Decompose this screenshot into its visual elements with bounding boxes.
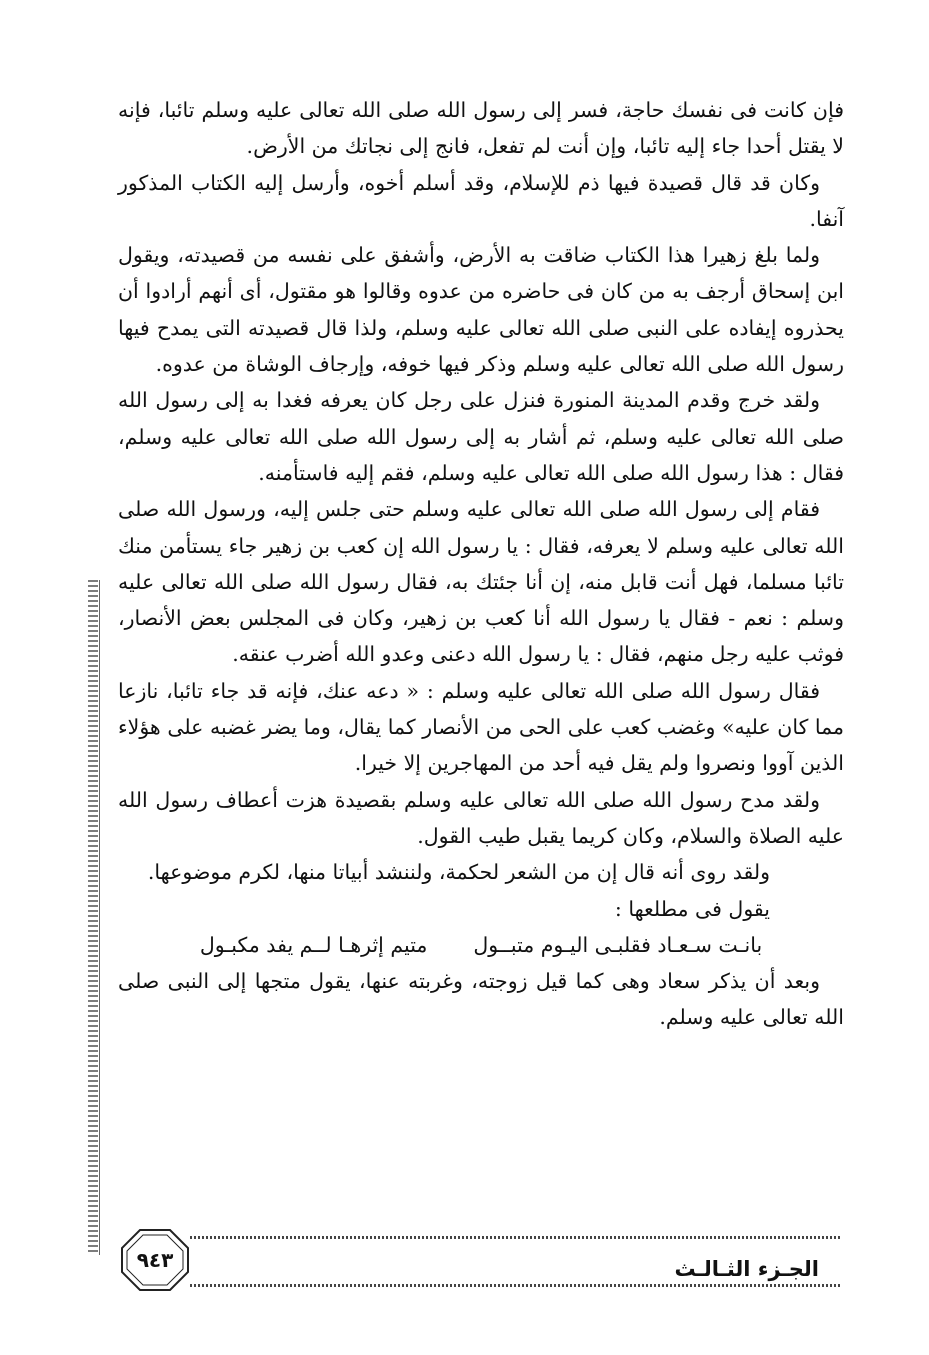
paragraph: ولقد روى أنه قال إن من الشعر لحكمة، ولننشد أبياتا منها، لكرم موضوعها. — [147, 860, 770, 885]
verse-second-hemistich: متيم إثرهـا لــم يفد مكبـول — [199, 932, 428, 957]
paragraph: ولما بلغ زهيرا هذا الكتاب ضاقت به الأرض، وأشفق على نفسه من قصيدته، ويقول ابن إسحاق أرجف به من كان فى حاضره من عدوه وقالوا هو مقتول، أى أنهم أرادوا أن يحذروه إيفاده على النبى صلى الله تعالى عليه وسلم، ولذا قال قصيدته التى يمدح فيها رسول الله صلى الله تعالى عليه وسلم وذكر فيها خوفه، وإرجاف الوشاة من عدوه. — [118, 243, 844, 377]
verse-first-hemistich: بانـت سـعـاد فقلبـى اليـوم متبــول — [473, 932, 763, 957]
paragraph: فإن كانت فى نفسك حاجة، فسر إلى رسول الله صلى الله تعالى عليه وسلم تائبا، فإنه لا يقتل أحدا جاء إليه تائبا، وإن أنت لم تفعل، فانج إلى نجاتك من الأرض. — [118, 98, 844, 159]
paragraph: فقال رسول الله صلى الله تعالى عليه وسلم : « دعه عنك، فإنه قد جاء تائبا، نازعا مما كان عليه» وغضب كعب على الحى من الأنصار كما يقال، وما يضر غضبه على هؤلاء الذين آووا ونصروا ولم يقل فيه أحد من المهاجرين إلا خيرا. — [118, 678, 844, 776]
footer-bottom-border — [190, 1284, 841, 1287]
decorative-side-border — [88, 580, 98, 1255]
footer-top-border — [190, 1236, 841, 1239]
paragraph: ولقد خرج وقدم المدينة المنورة فنزل على رجل كان يعرفه فغدا به إلى رسول الله صلى الله تعالى عليه وسلم، ثم أشار به إلى رسول الله صلى الله تعالى عليه وسلم، فقال : هذا رسول الله صلى الله تعالى عليه وسلم، فقم إليه فاستأمنه. — [118, 388, 844, 485]
page-number: ٩٤٣ — [136, 1248, 174, 1272]
paragraph: وكان قد قال قصيدة فيها ذم للإسلام، وقد أسلم أخوه، وأرسل إليه الكتاب المذكور آنفا. — [118, 170, 844, 231]
volume-label: الجـزء الثـالـث — [674, 1257, 819, 1281]
poem-verse — [118, 927, 844, 963]
decorative-side-rule — [99, 580, 100, 1255]
body-text — [118, 92, 844, 1036]
paragraph: ولقد مدح رسول الله صلى الله تعالى عليه وسلم بقصيدة هزت أعطاف رسول الله عليه الصلاة والسلام، وكان كريما يقبل طيب القول. — [118, 787, 844, 848]
page-number-badge — [118, 1226, 192, 1294]
closing-paragraph: وبعد أن يذكر سعاد وهى كما قيل زوجته، وغربته عنها، يقول متجها إلى النبى صلى الله تعالى عليه وسلم. — [118, 969, 844, 1030]
paragraph: فقام إلى رسول الله صلى الله تعالى عليه وسلم حتى جلس إليه، ورسول الله صلى الله تعالى عليه وسلم لا يعرفه، فقال : يا رسول الله إن كعب بن زهير جاء يستأمن منك تائبا مسلما، فهل أنت قابل منه، إن أنا جئتك به، فقال رسول الله صلى الله تعالى عليه وسلم : نعم - فقال يا رسول الله أنا كعب بن زهير، وكان فى المجلس بعض الأنصار، فوثب عليه رجل منهم، فقال : يا رسول الله دعنى وعدو الله أضرب عنقه. — [118, 497, 844, 667]
paragraph: يقول فى مطلعها : — [614, 896, 770, 921]
